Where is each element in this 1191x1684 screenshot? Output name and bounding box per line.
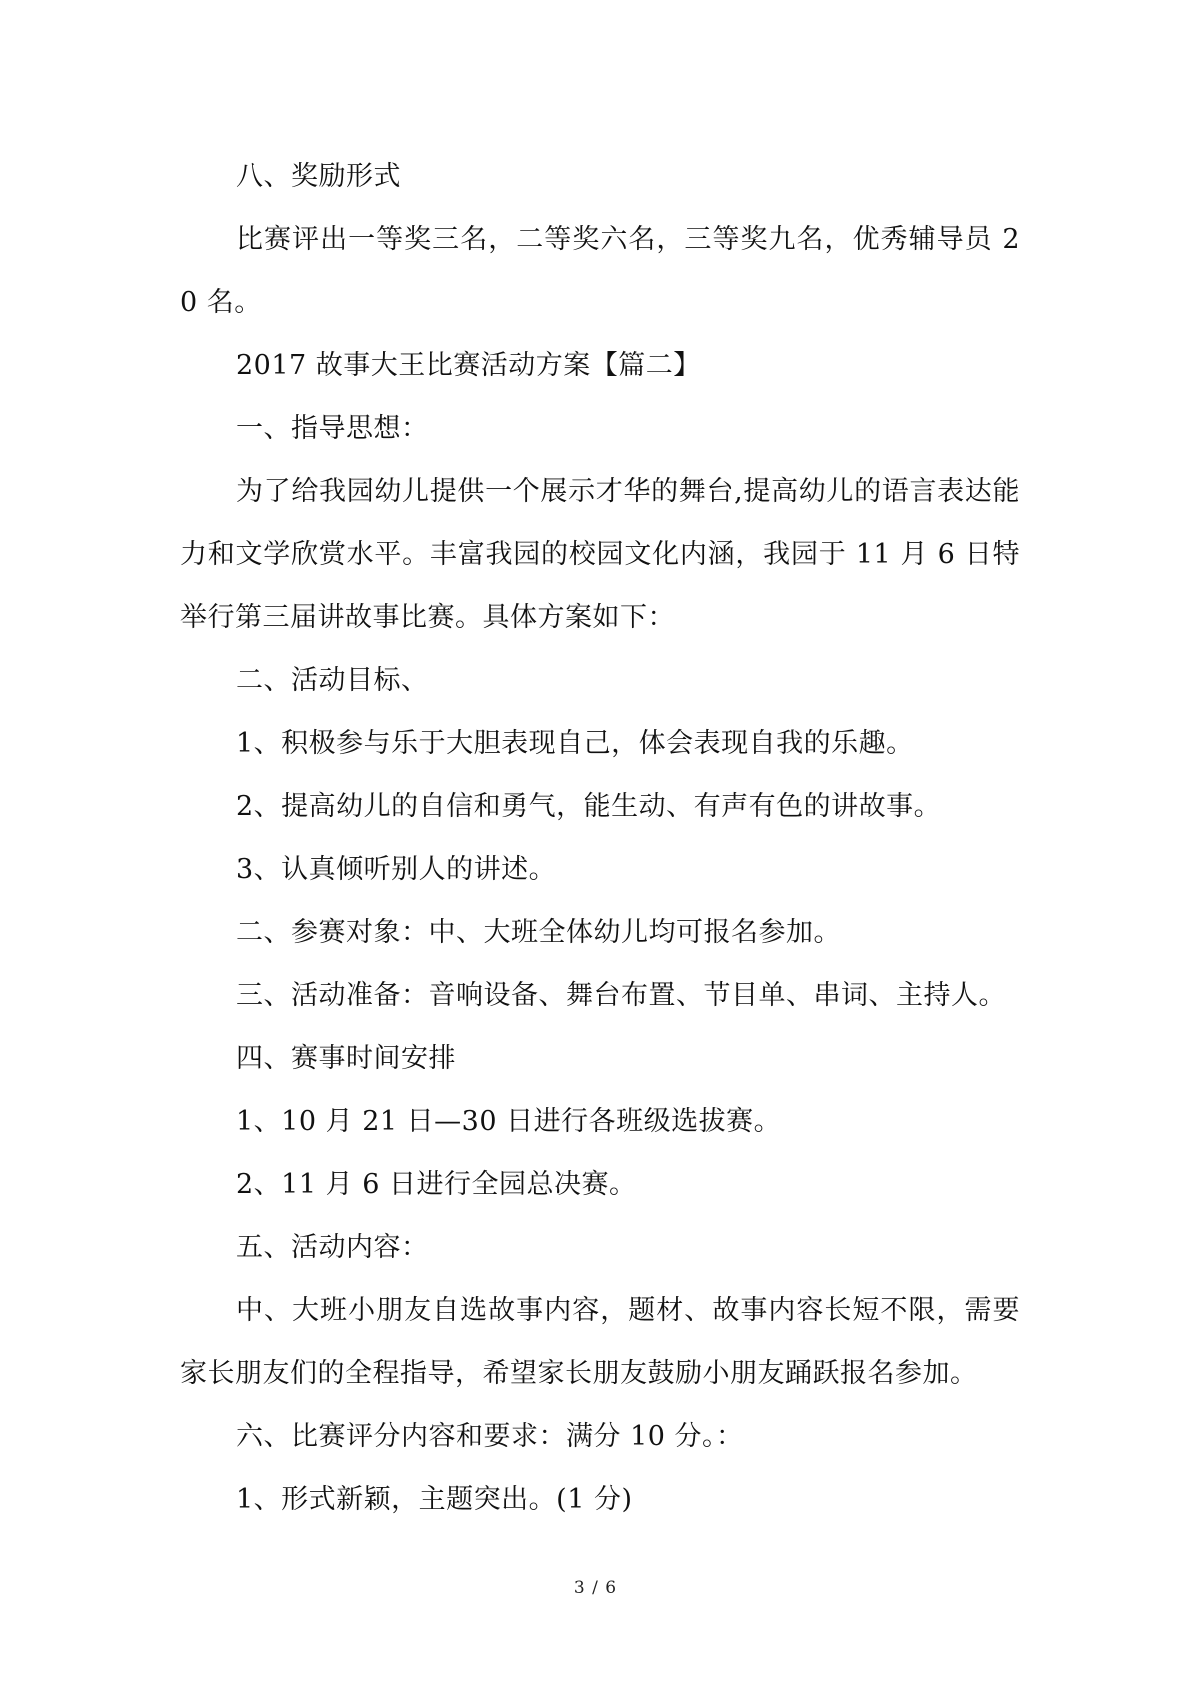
list-item-schedule-2: 2、11 月 6 日进行全园总决赛。 [236,1169,637,1200]
section-heading-goals: 二、活动目标、 [236,665,429,696]
page-number: 3 / 6 [573,1578,618,1598]
section-heading-content: 五、活动内容： [236,1232,429,1263]
list-item-scoring-1: 1、形式新颖，主题突出。(1 分) [236,1484,633,1515]
paragraph-content: 中、大班小朋友自选故事内容，题材、故事内容长短不限，需要家长朋友们的全程指导，希望家长朋友鼓励小朋友踊跃报名参加。 [180,1295,1020,1389]
paragraph-participants: 二、参赛对象：中、大班全体幼儿均可报名参加。 [236,917,841,948]
list-item-schedule-1: 1、10 月 21 日—30 日进行各班级选拔赛。 [236,1106,782,1137]
document-body [180,145,1020,1531]
section-heading-guiding-idea: 一、指导思想： [236,413,429,444]
paragraph-rewards: 比赛评出一等奖三名，二等奖六名，三等奖九名，优秀辅导员 20 名。 [180,224,1020,318]
section-heading-schedule: 四、赛事时间安排 [236,1043,456,1074]
list-item-goal-2: 2、提高幼儿的自信和勇气，能生动、有声有色的讲故事。 [236,791,942,822]
paragraph-guiding-idea: 为了给我园幼儿提供一个展示才华的舞台,提高幼儿的语言表达能力和文学欣赏水平。丰富我园的校园文化内涵，我园于 11 月 6 日特举行第三届讲故事比赛。具体方案如下： [180,476,1020,633]
section-heading-scoring: 六、比赛评分内容和要求：满分 10 分。： [236,1421,744,1452]
paragraph-preparation: 三、活动准备：音响设备、舞台布置、节目单、串词、主持人。 [236,980,1006,1011]
list-item-goal-1: 1、积极参与乐于大胆表现自己，体会表现自我的乐趣。 [236,728,914,759]
list-item-goal-3: 3、认真倾听别人的讲述。 [236,854,557,885]
section-heading-rewards: 八、奖励形式 [236,161,401,192]
article-title-part-two: 2017 故事大王比赛活动方案【篇二】 [236,350,701,381]
